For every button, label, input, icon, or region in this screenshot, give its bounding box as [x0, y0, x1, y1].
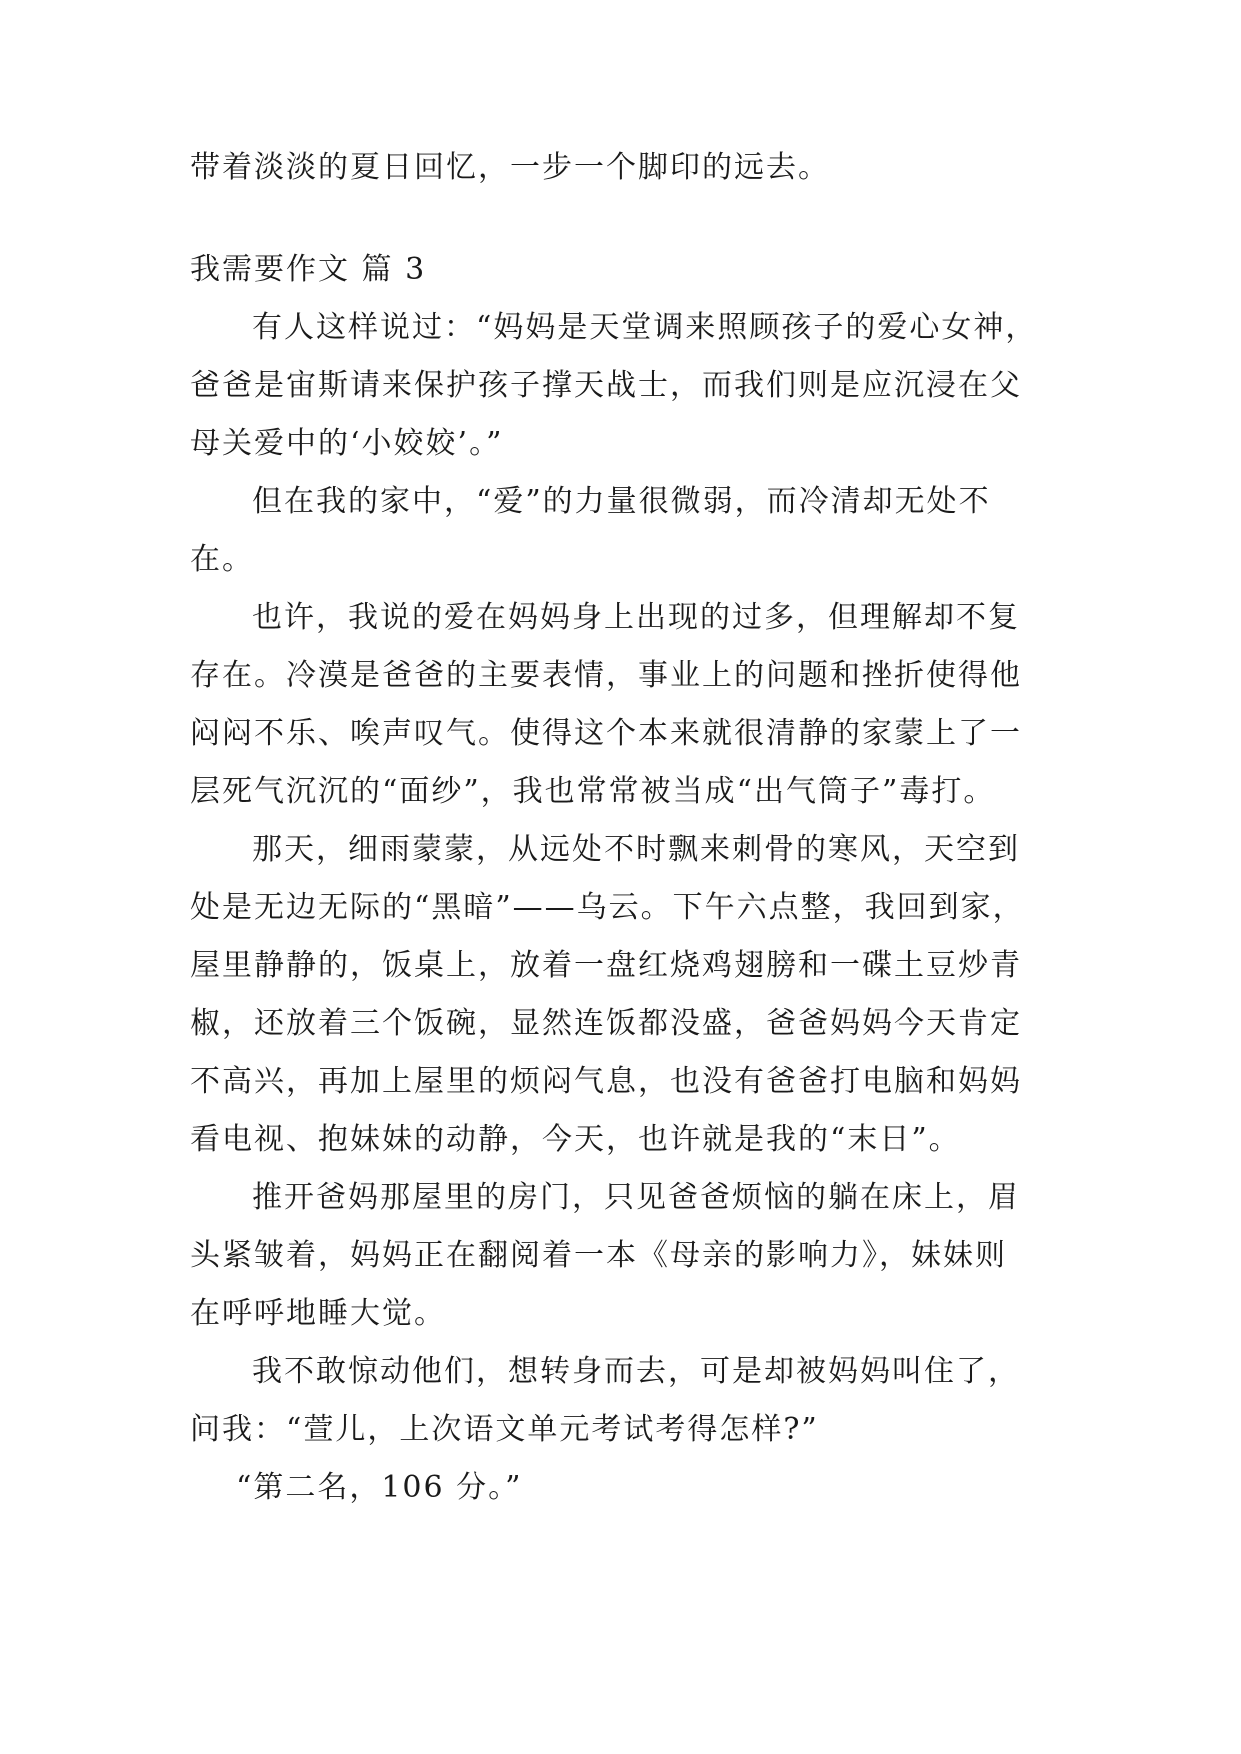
paragraph-line: 问我：“萱儿，上次语文单元考试考得怎样?” [190, 1412, 819, 1447]
paragraph-line: 爸爸是宙斯请来保护孩子撑天战士，而我们则是应沉浸在父 [190, 368, 1022, 403]
paragraph-line: 屋里静静的，饭桌上，放着一盘红烧鸡翅膀和一碟土豆炒青 [190, 948, 1022, 983]
intro-line: 带着淡淡的夏日回忆，一步一个脚印的远去。 [190, 150, 830, 185]
paragraph-line: 推开爸妈那屋里的房门，只见爸爸烦恼的躺在床上，眉 [252, 1180, 1020, 1215]
paragraph-line: 但在我的家中，“爱”的力量很微弱，而冷清却无处不 [252, 484, 991, 519]
paragraph-line: 那天，细雨蒙蒙，从远处不时飘来刺骨的寒风，天空到 [252, 832, 1020, 867]
paragraph-line: 处是无边无际的“黑暗”——乌云。下午六点整，我回到家， [190, 890, 1025, 925]
paragraph-line: 我不敢惊动他们，想转身而去，可是却被妈妈叫住了， [252, 1354, 1020, 1389]
paragraph-line: 存在。冷漠是爸爸的主要表情，事业上的问题和挫折使得他 [190, 658, 1022, 693]
paragraph-line: 层死气沉沉的“面纱”，我也常常被当成“出气筒子”毒打。 [190, 774, 996, 809]
paragraph-line: “第二名，106 分。” [236, 1470, 523, 1505]
paragraph-line: 椒，还放着三个饭碗，显然连饭都没盛，爸爸妈妈今天肯定 [190, 1006, 1022, 1041]
paragraph-line: 闷闷不乐、唉声叹气。使得这个本来就很清静的家蒙上了一 [190, 716, 1022, 751]
paragraph-line: 在。 [190, 542, 254, 577]
section-title: 我需要作文 篇 3 [190, 252, 427, 287]
paragraph-line: 也许，我说的爱在妈妈身上出现的过多，但理解却不复 [252, 600, 1020, 635]
paragraph-line: 看电视、抱妹妹的动静，今天，也许就是我的“末日”。 [190, 1122, 961, 1157]
paragraph-line: 在呼呼地睡大觉。 [190, 1296, 446, 1331]
paragraph-line: 母关爱中的‘小姣姣’。” [190, 426, 504, 461]
paragraph-line: 有人这样说过：“妈妈是天堂调来照顾孩子的爱心女神， [252, 310, 1038, 345]
paragraph-line: 不高兴，再加上屋里的烦闷气息，也没有爸爸打电脑和妈妈 [190, 1064, 1022, 1099]
paragraph-line: 头紧皱着，妈妈正在翻阅着一本《母亲的影响力》，妹妹则 [190, 1238, 1007, 1273]
